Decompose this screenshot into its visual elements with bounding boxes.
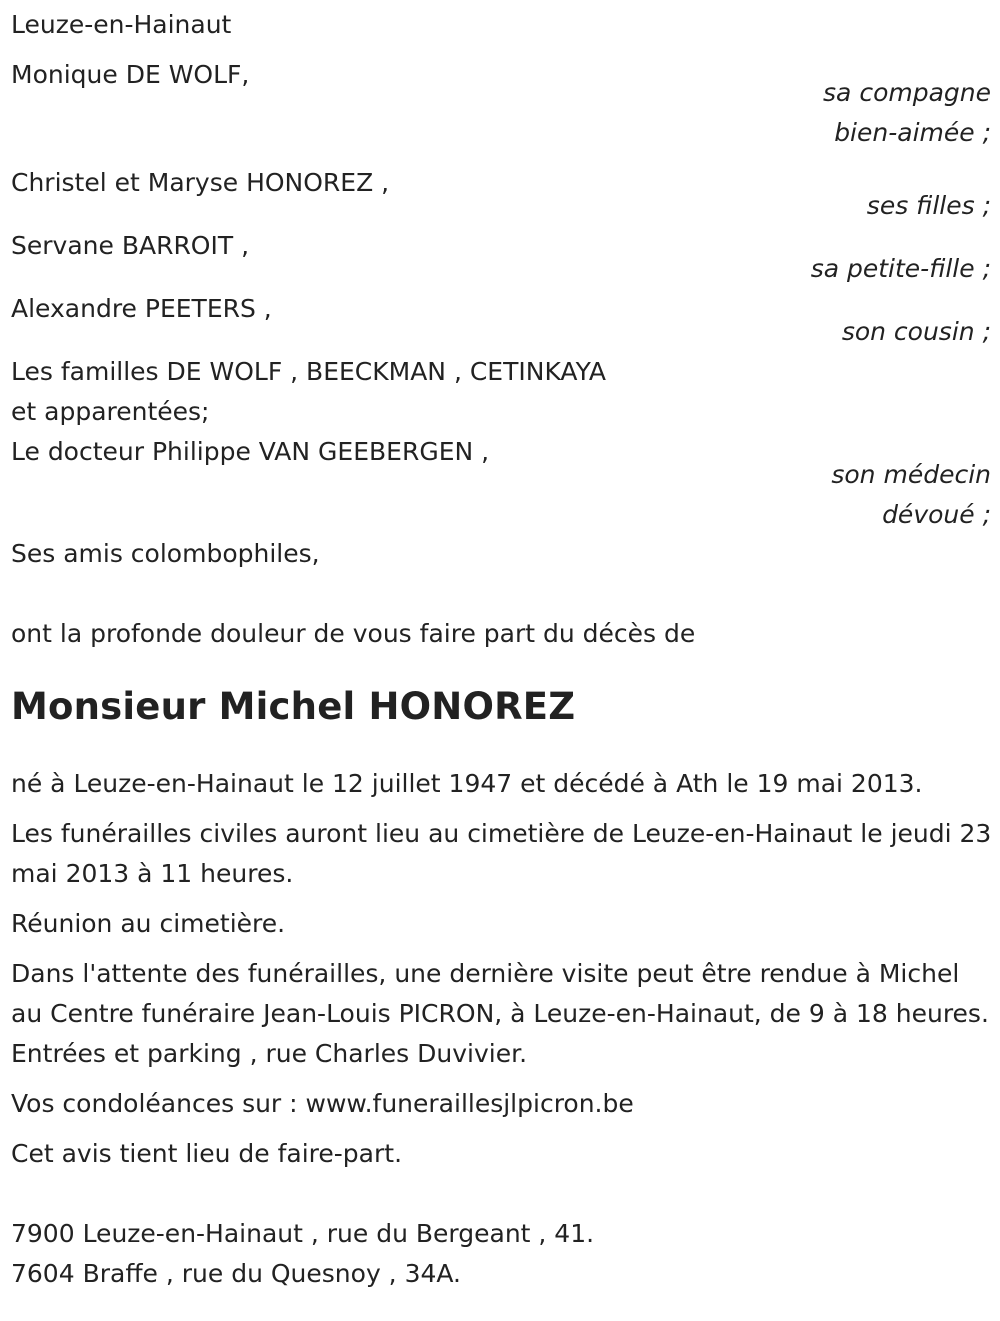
funeral-info: Les funérailles civiles auront lieu au cimetière de Leuze-en-Hainaut le jeudi 23 mai 2013 à 11 heures. <box>11 819 992 888</box>
notice-info: Cet avis tient lieu de faire-part. <box>11 1139 403 1168</box>
address: 7604 Braffe , rue du Quesnoy , 34A. <box>11 1259 461 1288</box>
family-member-name: Alexandre PEETERS , <box>11 294 272 323</box>
family-member-relation: ses filles ; <box>866 191 991 220</box>
condolences-info: Vos condoléances sur : www.funeraillesjlpicron.be <box>11 1089 634 1118</box>
friends: Ses amis colombophiles, <box>11 539 320 568</box>
family-member-relation: son cousin ; <box>841 317 991 346</box>
birth-death: né à Leuze-en-Hainaut le 12 juillet 1947 et décédé à Ath le 19 mai 2013. <box>11 769 923 798</box>
family-member-name: Christel et Maryse HONOREZ , <box>11 168 390 197</box>
location: Leuze-en-Hainaut <box>11 10 232 39</box>
doctor-relation: son médecin <box>831 460 991 489</box>
deceased-name: Monsieur Michel HONOREZ <box>11 685 576 728</box>
family-member-relation: sa petite-fille ; <box>810 254 991 283</box>
address: 7900 Leuze-en-Hainaut , rue du Bergeant , 41. <box>11 1219 595 1248</box>
visit-info: Dans l'attente des funérailles, une dernière visite peut être rendue à Michel au Centre funéraire Jean-Louis PICRON, à Leuze-en-Hainaut, de 9 à 18 heures. Entrées et parking , rue Charles Duvivier. <box>11 959 989 1068</box>
family-member-name: Servane BARROIT , <box>11 231 250 260</box>
families-line: et apparentées; <box>11 397 210 426</box>
obituary-notice <box>11 5 991 1294</box>
family-member-name: Monique DE WOLF, <box>11 60 250 89</box>
meeting-info: Réunion au cimetière. <box>11 909 286 938</box>
announcement: ont la profonde douleur de vous faire part du décès de <box>11 619 696 648</box>
families-line: Les familles DE WOLF , BEECKMAN , CETINKAYA <box>11 357 606 386</box>
family-member-relation: bien-aimée ; <box>834 118 991 147</box>
doctor-name: Le docteur Philippe VAN GEEBERGEN , <box>11 437 490 466</box>
doctor-relation: dévoué ; <box>882 500 991 529</box>
family-member-relation: sa compagne <box>823 78 991 107</box>
